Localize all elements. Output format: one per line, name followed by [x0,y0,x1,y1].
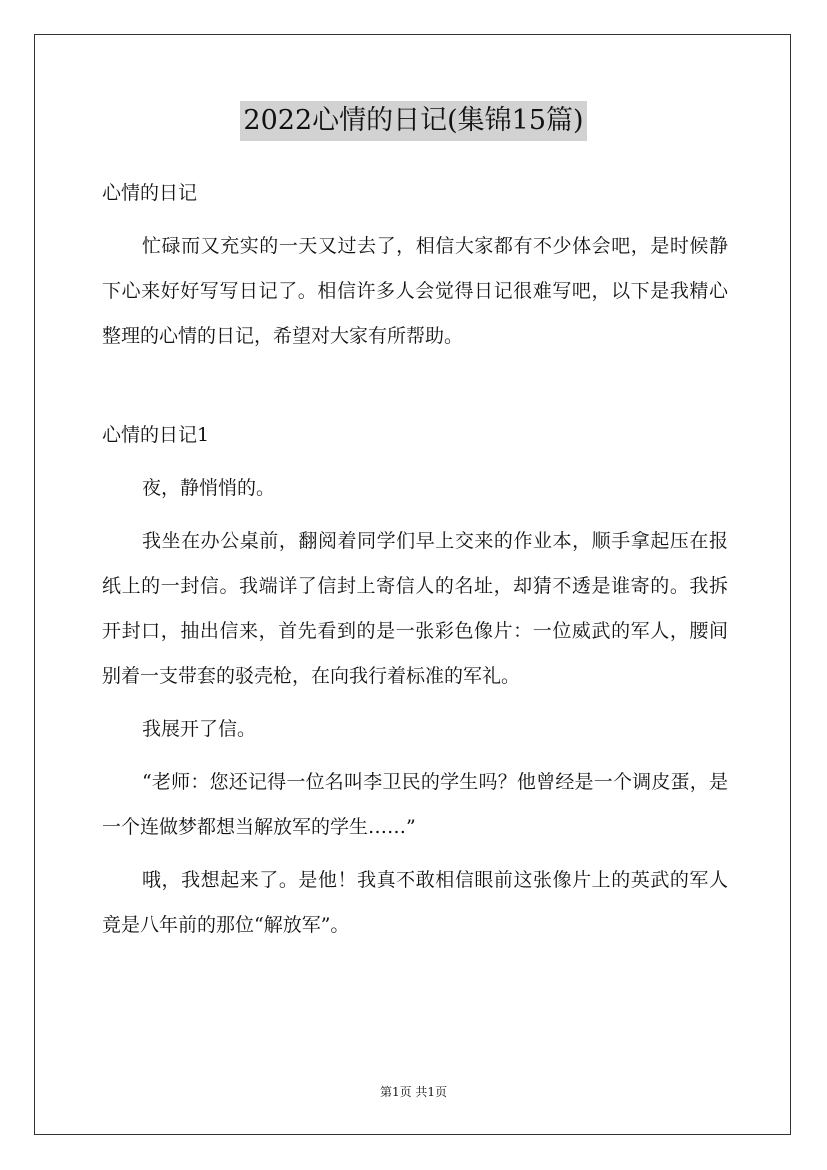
intro-paragraph: 忙碌而又充实的一天又过去了，相信大家都有不少体会吧，是时候静下心来好好写写日记了。相信许多人会觉得日记很难写吧，以下是我精心整理的心情的日记，希望对大家有所帮助。 [102,235,728,347]
page-footer [0,1082,827,1102]
body-paragraph-3: 我展开了信。 [142,718,257,740]
document-body [102,171,728,948]
body-paragraph-5: 哦，我想起来了。是他！我真不敢相信眼前这张像片上的英武的军人竟是八年前的那位“解放军”。 [102,869,728,936]
body-paragraph-4: “老师：您还记得一位名叫李卫民的学生吗？他曾经是一个调皮蛋，是一个连做梦都想当解放军的学生……” [102,771,728,838]
entry-heading: 心情的日记1 [102,424,210,446]
body-paragraph-2: 我坐在办公桌前，翻阅着同学们早上交来的作业本，顺手拿起压在报纸上的一封信。我端详了信封上寄信人的名址，却猜不透是谁寄的。我拆开封口，抽出信来，首先看到的是一张彩色像片：一位威武的军人，腰间别着一支带套的驳壳枪，在向我行着标准的军礼。 [102,530,728,687]
document-title: 2022心情的日记(集锦15篇) [240,101,586,141]
body-paragraph-1: 夜，静悄悄的。 [142,477,276,499]
page-number: 第1页 共1页 [379,1085,448,1099]
title-container [0,101,827,141]
section-heading: 心情的日记 [102,182,198,204]
